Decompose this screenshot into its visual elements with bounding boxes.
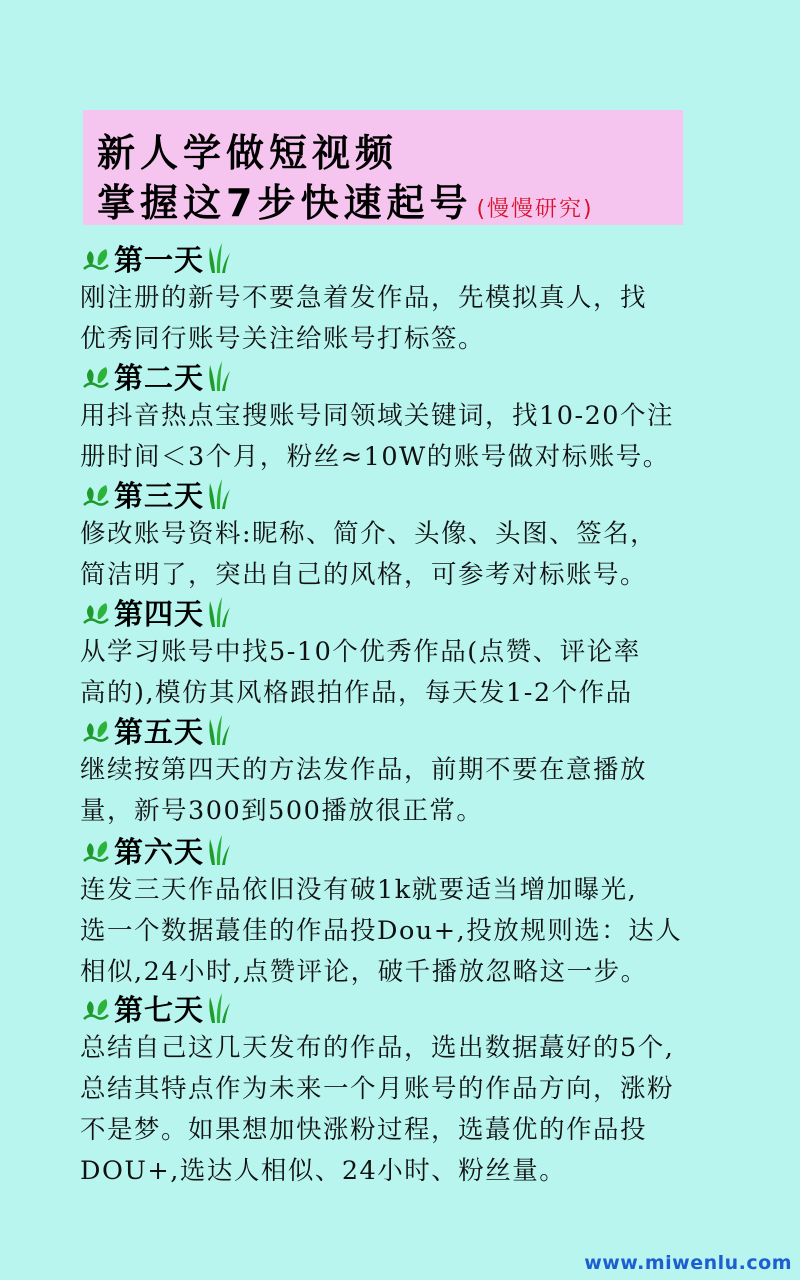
description-line: 选一个数据蕞佳的作品投Dou+,投放规则选：达人: [80, 916, 683, 946]
day-label: 第一天: [114, 242, 205, 277]
day-heading: [80, 356, 780, 396]
day-description: [80, 396, 780, 478]
description-line: 修改账号资料:昵称、简介、头像、头图、签名，: [80, 519, 658, 549]
grass-icon: [206, 241, 232, 275]
day-description: [80, 870, 780, 993]
grass-icon: [206, 991, 232, 1025]
description-line: 用抖音热点宝搜账号同领域关键词，找10-20个注: [80, 401, 675, 431]
title-line-2-text: 掌握这7步快速起号: [97, 181, 473, 225]
sprout-icon: [80, 993, 114, 1023]
description-line: 相似,24小时,点赞评论，破千播放忽略这一步。: [80, 957, 648, 987]
day-label: 第五天: [114, 714, 205, 749]
day-section-4: [80, 592, 780, 714]
sprout-icon: [80, 479, 114, 509]
sprout-icon: [80, 835, 114, 865]
description-line: DOU+,选达人相似、24小时、粉丝量。: [80, 1156, 567, 1186]
day-label: 第七天: [114, 992, 205, 1027]
description-line: 优秀同行账号关注给账号打标签。: [80, 324, 486, 354]
day-description: [80, 750, 780, 832]
grass-icon: [206, 595, 232, 629]
grass-icon: [206, 713, 232, 747]
description-line: 从学习账号中找5-10个优秀作品(点赞、评论率: [80, 637, 641, 667]
description-line: 总结其特点作为未来一个月账号的作品方向，涨粉: [80, 1074, 675, 1104]
day-label: 第二天: [114, 360, 205, 395]
sprout-icon: [80, 361, 114, 391]
grass-icon: [206, 477, 232, 511]
day-label: 第六天: [114, 834, 205, 869]
day-section-3: [80, 474, 780, 596]
day-heading: [80, 710, 780, 750]
day-section-2: [80, 356, 780, 478]
description-line: 刚注册的新号不要急着发作品，先模拟真人，找: [80, 283, 648, 313]
description-line: 量，新号300到500播放很正常。: [80, 796, 484, 826]
day-section-1: [80, 238, 780, 360]
description-line: 不是梦。如果想加快涨粉过程，选蕞优的作品投: [80, 1115, 648, 1145]
description-line: 高的),模仿其风格跟拍作品，每天发1-2个作品: [80, 678, 633, 708]
title-line-2: [97, 172, 594, 227]
description-line: 简洁明了，突出自己的风格，可参考对标账号。: [80, 560, 648, 590]
day-label: 第四天: [114, 596, 205, 631]
title-note: (慢慢研究): [476, 197, 594, 222]
day-heading: [80, 592, 780, 632]
description-line: 连发三天作品依旧没有破1k就要适当增加曝光,: [80, 875, 638, 905]
day-section-7: [80, 988, 780, 1192]
day-description: [80, 1028, 780, 1192]
day-heading: [80, 238, 780, 278]
grass-icon: [206, 833, 232, 867]
description-line: 继续按第四天的方法发作品，前期不要在意播放: [80, 755, 648, 785]
day-description: [80, 514, 780, 596]
day-description: [80, 632, 780, 714]
description-line: 总结自己这几天发布的作品，选出数据蕞好的5个,: [80, 1033, 675, 1063]
sprout-icon: [80, 715, 114, 745]
day-label: 第三天: [114, 478, 205, 513]
day-heading: [80, 830, 780, 870]
sprout-icon: [80, 597, 114, 627]
grass-icon: [206, 359, 232, 393]
site-watermark: www.miwenlu.com: [584, 1252, 792, 1274]
day-description: [80, 278, 780, 360]
day-section-5: [80, 710, 780, 832]
sprout-icon: [80, 243, 114, 273]
title-banner: [83, 110, 683, 225]
day-section-6: [80, 830, 780, 993]
description-line: 册时间＜3个月，粉丝≈10W的账号做对标账号。: [80, 442, 670, 472]
day-heading: [80, 988, 780, 1028]
day-heading: [80, 474, 780, 514]
title-line-1: 新人学做短视频: [97, 131, 399, 175]
